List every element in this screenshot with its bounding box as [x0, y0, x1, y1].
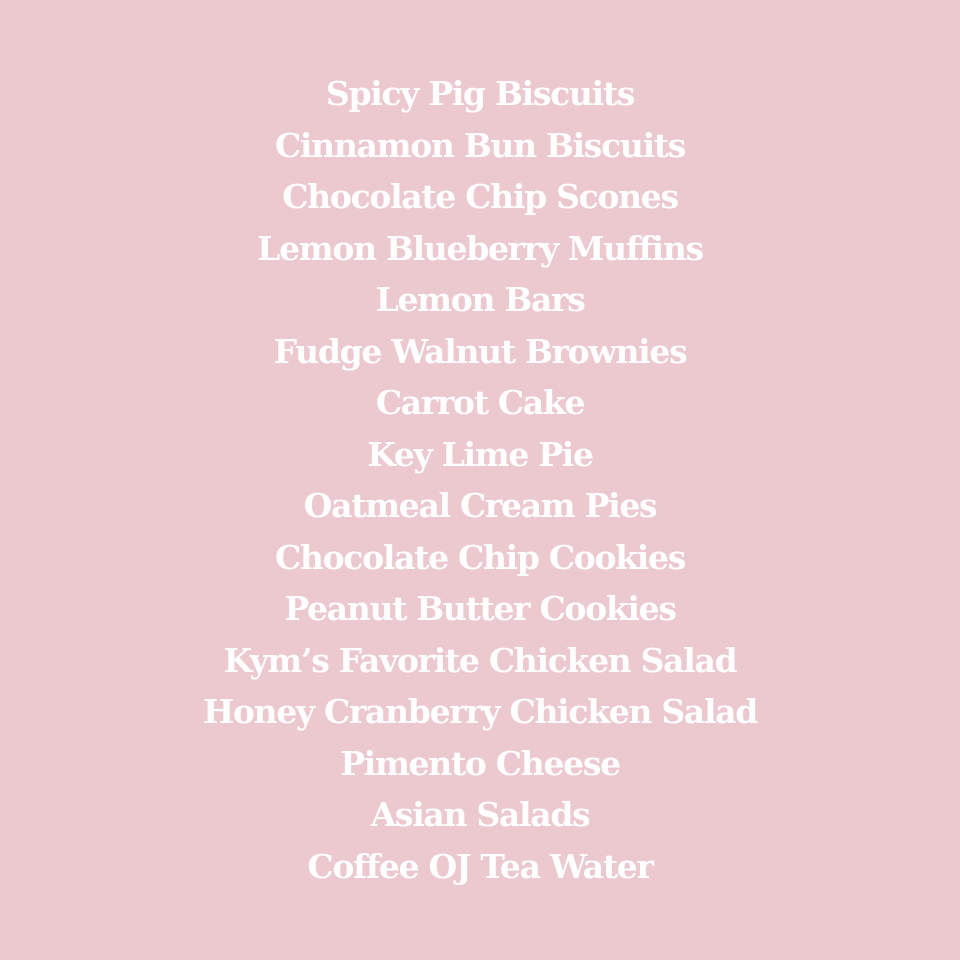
menu-item-pimento-cheese: Pimento Cheese [340, 743, 620, 783]
menu-item-honey-cranberry-chicken-salad: Honey Cranberry Chicken Salad [202, 692, 758, 731]
menu-item-fudge-walnut-brownies: Fudge Walnut Brownies [273, 331, 687, 371]
menu-item-lemon-bars: Lemon Bars [375, 280, 585, 319]
menu-list [0, 68, 960, 892]
menu-item-spicy-pig-biscuits: Spicy Pig Biscuits [325, 74, 635, 113]
menu-item-kyms-favorite-chicken-salad: Kym’s Favorite Chicken Salad [223, 640, 737, 680]
menu-item-key-lime-pie: Key Lime Pie [367, 434, 593, 474]
menu-item-lemon-blueberry-muffins: Lemon Blueberry Muffins [257, 228, 703, 268]
menu-item-coffee-oj-tea-water: Coffee OJ Tea Water [307, 846, 653, 886]
menu-item-carrot-cake: Carrot Cake [375, 383, 585, 422]
menu-item-peanut-butter-cookies: Peanut Butter Cookies [284, 589, 676, 628]
menu-item-chocolate-chip-scones: Chocolate Chip Scones [282, 177, 678, 216]
menu-item-cinnamon-bun-biscuits: Cinnamon Bun Biscuits [274, 125, 686, 165]
menu-item-oatmeal-cream-pies: Oatmeal Cream Pies [303, 486, 657, 525]
menu-item-chocolate-chip-cookies: Chocolate Chip Cookies [274, 537, 686, 577]
menu-item-asian-salads: Asian Salads [370, 795, 590, 834]
